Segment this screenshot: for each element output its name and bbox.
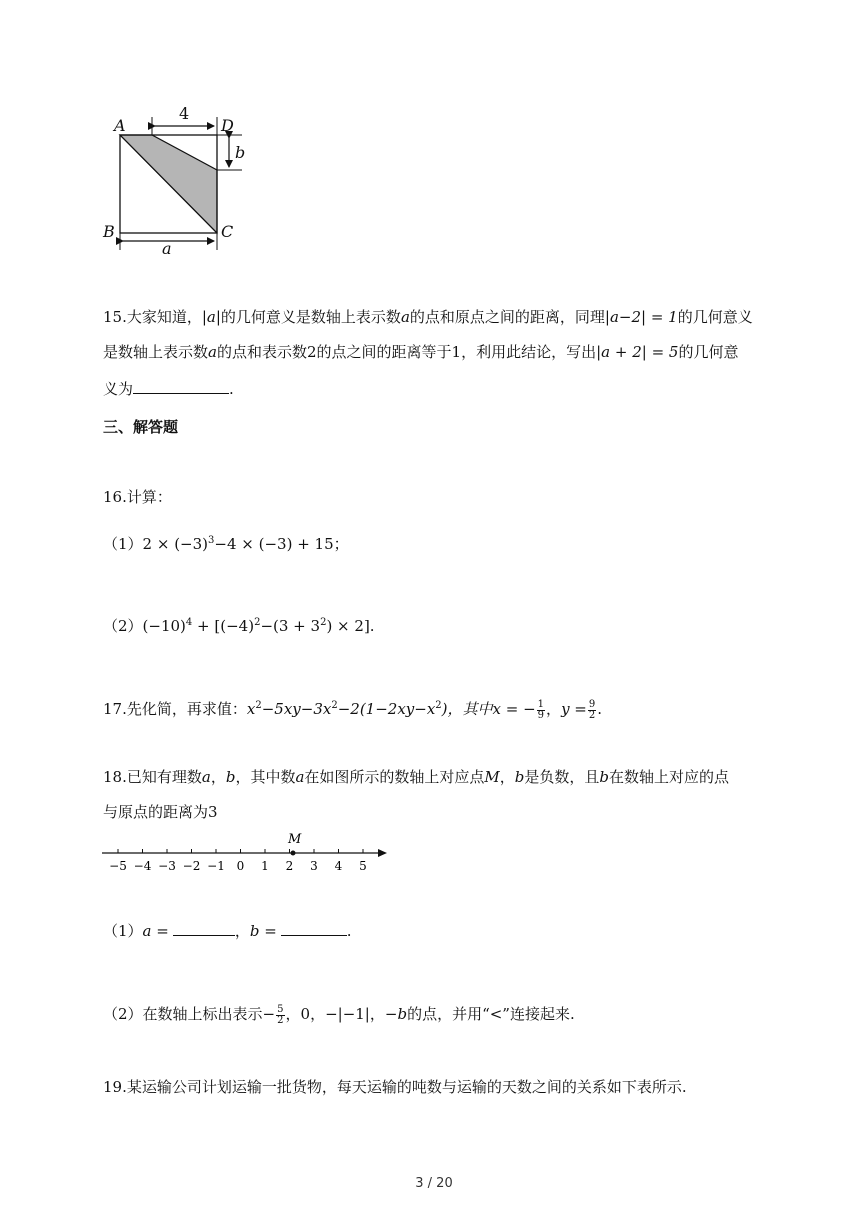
page-number: 3 / 20 xyxy=(415,1176,453,1191)
q18-a-blank[interactable] xyxy=(173,921,235,936)
number-line xyxy=(100,828,400,878)
tick-label: −2 xyxy=(182,859,201,873)
tick-label: 1 xyxy=(261,859,269,873)
point-m-label: M xyxy=(288,832,302,847)
q19-text: 19.某运输公司计划运输一批货物，每天运输的吨数与运输的天数之间的关系如下表所示. xyxy=(103,1078,687,1096)
number-line-arrow-icon xyxy=(378,849,387,857)
q18-line-1: 18.已知有理数a，b，其中数a在如图所示的数轴上对应点M，b是负数，且b在数轴上对应的点 xyxy=(103,768,730,786)
q15-line-3: 义为 . xyxy=(103,380,234,398)
q18-line-2: 与原点的距离为3 xyxy=(103,803,218,821)
q18-b-blank[interactable] xyxy=(281,921,347,936)
q17-line: 17.先化简，再求值：$x^2-5xy-3x^2-2(1-2xy-x^2)$，其中x = − $\frac{1}{9}$ ，y = $\frac{9}{2}$ . xyxy=(103,698,603,721)
tick-label: −5 xyxy=(109,859,127,873)
dim-label-4: 4 xyxy=(179,104,190,123)
q16-title: 16.计算： xyxy=(103,488,172,506)
q16-part-1: $(1)2 \times (-3)^3-4 \times (-3) + 15$； xyxy=(103,535,349,553)
dim-label-b: b xyxy=(235,143,246,162)
q15-line-1: 15.大家知道，|a|的几何意义是数轴上表示数a的点和原点之间的距离，同理|a−2| = 1的几何意义 xyxy=(103,308,753,326)
tick-label: −3 xyxy=(158,859,176,873)
tick-label: 2 xyxy=(285,859,294,873)
q18-part-2: （2）在数轴上标出表示− $\frac{5}{2}$ ，0，−|−1|，−b的点，并用“<”连接起来. xyxy=(103,1003,575,1026)
label-B: B xyxy=(103,222,115,241)
q16-part-2: $(2)(-10)^4 + [(-4)^2-(3 + 3^2) \times 2]$. xyxy=(103,617,375,635)
q18-part-1: （1）a = ，b = . xyxy=(103,922,352,940)
label-C: C xyxy=(221,222,234,241)
tick-label: 5 xyxy=(359,859,367,873)
tick-label: 4 xyxy=(334,859,343,873)
point-m xyxy=(291,851,296,856)
fraction-y-value: $\frac{9}{2}$ xyxy=(588,698,596,721)
fraction-x-value: $\frac{1}{9}$ xyxy=(537,698,545,721)
fraction-neg-five-halves: $\frac{5}{2}$ xyxy=(277,1003,284,1026)
tick-label: 0 xyxy=(236,859,245,873)
q15-line-2: 是数轴上表示数a的点和表示数2的点之间的距离等于1，利用此结论，写出|a + 2| = 5的几何意 xyxy=(103,343,739,361)
section-title: 三、解答题 xyxy=(103,418,179,436)
q15-answer-blank[interactable] xyxy=(133,379,229,394)
tick-label: −1 xyxy=(207,859,225,873)
label-D: D xyxy=(221,116,234,135)
tick-label: −4 xyxy=(133,859,152,873)
label-A: A xyxy=(114,116,126,135)
tick-label: 3 xyxy=(310,859,318,873)
dim-label-a: a xyxy=(162,239,172,258)
